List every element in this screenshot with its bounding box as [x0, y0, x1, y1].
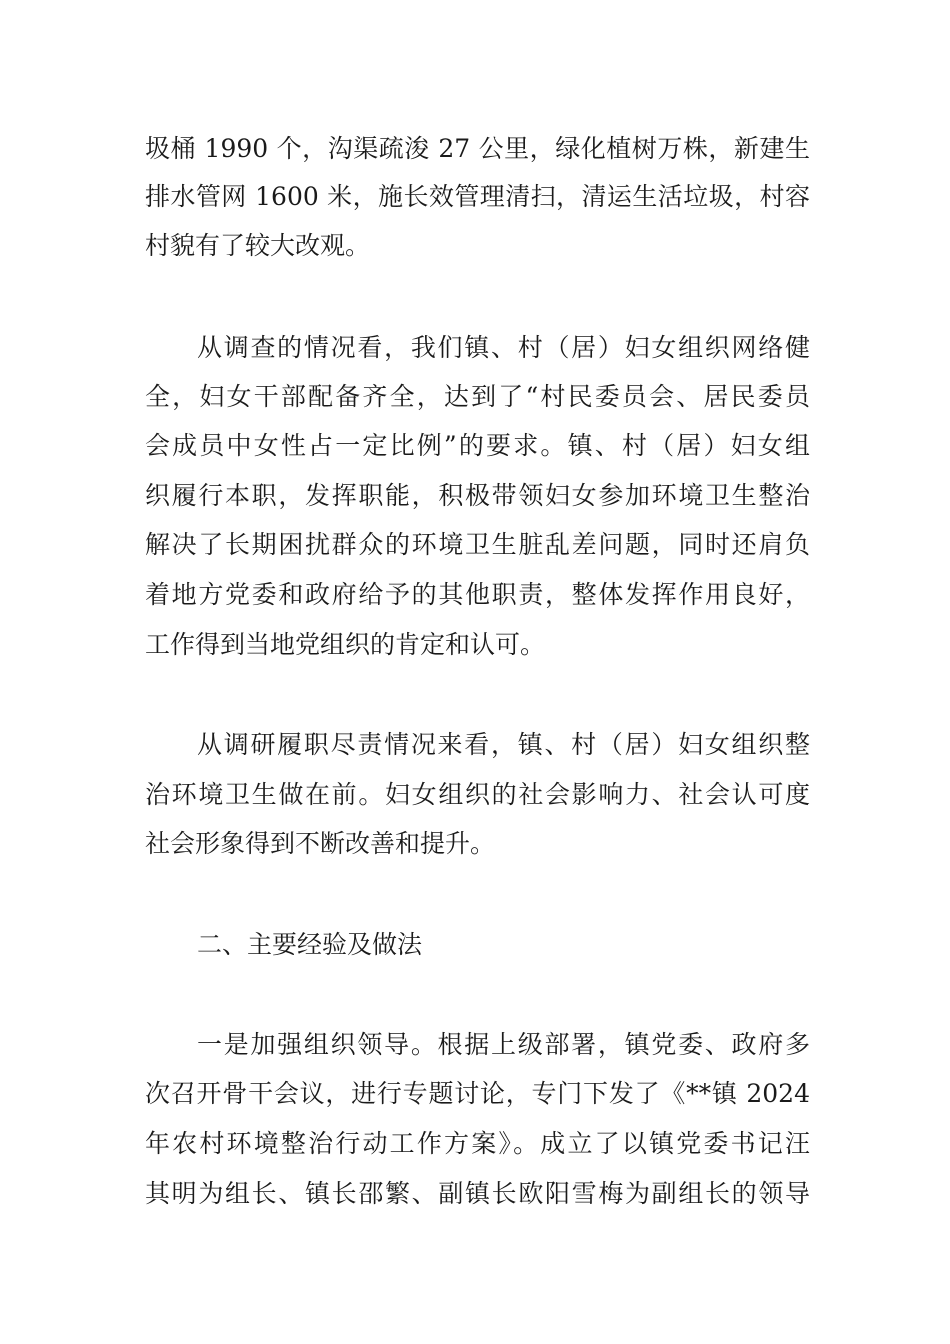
- paragraph-3-line-3: 社会形象得到不断改善和提升。: [145, 829, 496, 858]
- paragraph-1-line-3: 村貌有了较大改观。: [145, 231, 371, 260]
- paragraph-1-line-1: 圾桶 1990 个，沟渠疏浚 27 公里，绿化植树万株，新建生: [145, 134, 810, 163]
- paragraph-2-line-2: 全，妇女干部配备齐全，达到了“村民委员会、居民委员: [145, 382, 810, 411]
- paragraph-2-line-4: 织履行本职，发挥职能，积极带领妇女参加环境卫生整治: [145, 481, 810, 510]
- paragraph-2-line-3: 会成员中女性占一定比例”的要求。镇、村（居）妇女组: [145, 431, 810, 460]
- paragraph-2-line-7: 工作得到当地党组织的肯定和认可。: [145, 630, 546, 659]
- paragraph-2-line-1: 从调查的情况看，我们镇、村（居）妇女组织网络健: [197, 333, 810, 362]
- paragraph-4-line-1: 一是加强组织领导。根据上级部署，镇党委、政府多: [197, 1030, 810, 1059]
- section-heading: 二、主要经验及做法: [197, 930, 423, 959]
- paragraph-4-line-2: 次召开骨干会议，进行专题讨论，专门下发了《**镇 2024: [145, 1079, 810, 1108]
- paragraph-1-line-2: 排水管网 1600 米，施长效管理清扫，清运生活垃圾，村容: [145, 182, 810, 211]
- paragraph-2-line-5: 解决了长期困扰群众的环境卫生脏乱差问题，同时还肩负: [145, 530, 810, 559]
- paragraph-4-line-4: 其明为组长、镇长邵繁、副镇长欧阳雪梅为副组长的领导: [145, 1179, 810, 1208]
- paragraph-3-line-1: 从调研履职尽责情况来看，镇、村（居）妇女组织整: [197, 730, 810, 759]
- paragraph-2-line-6: 着地方党委和政府给予的其他职责，整体发挥作用良好，: [145, 580, 810, 609]
- paragraph-3-line-2: 治环境卫生做在前。妇女组织的社会影响力、社会认可度: [145, 780, 810, 809]
- paragraph-4-line-3: 年农村环境整治行动工作方案》。成立了以镇党委书记汪: [145, 1129, 810, 1158]
